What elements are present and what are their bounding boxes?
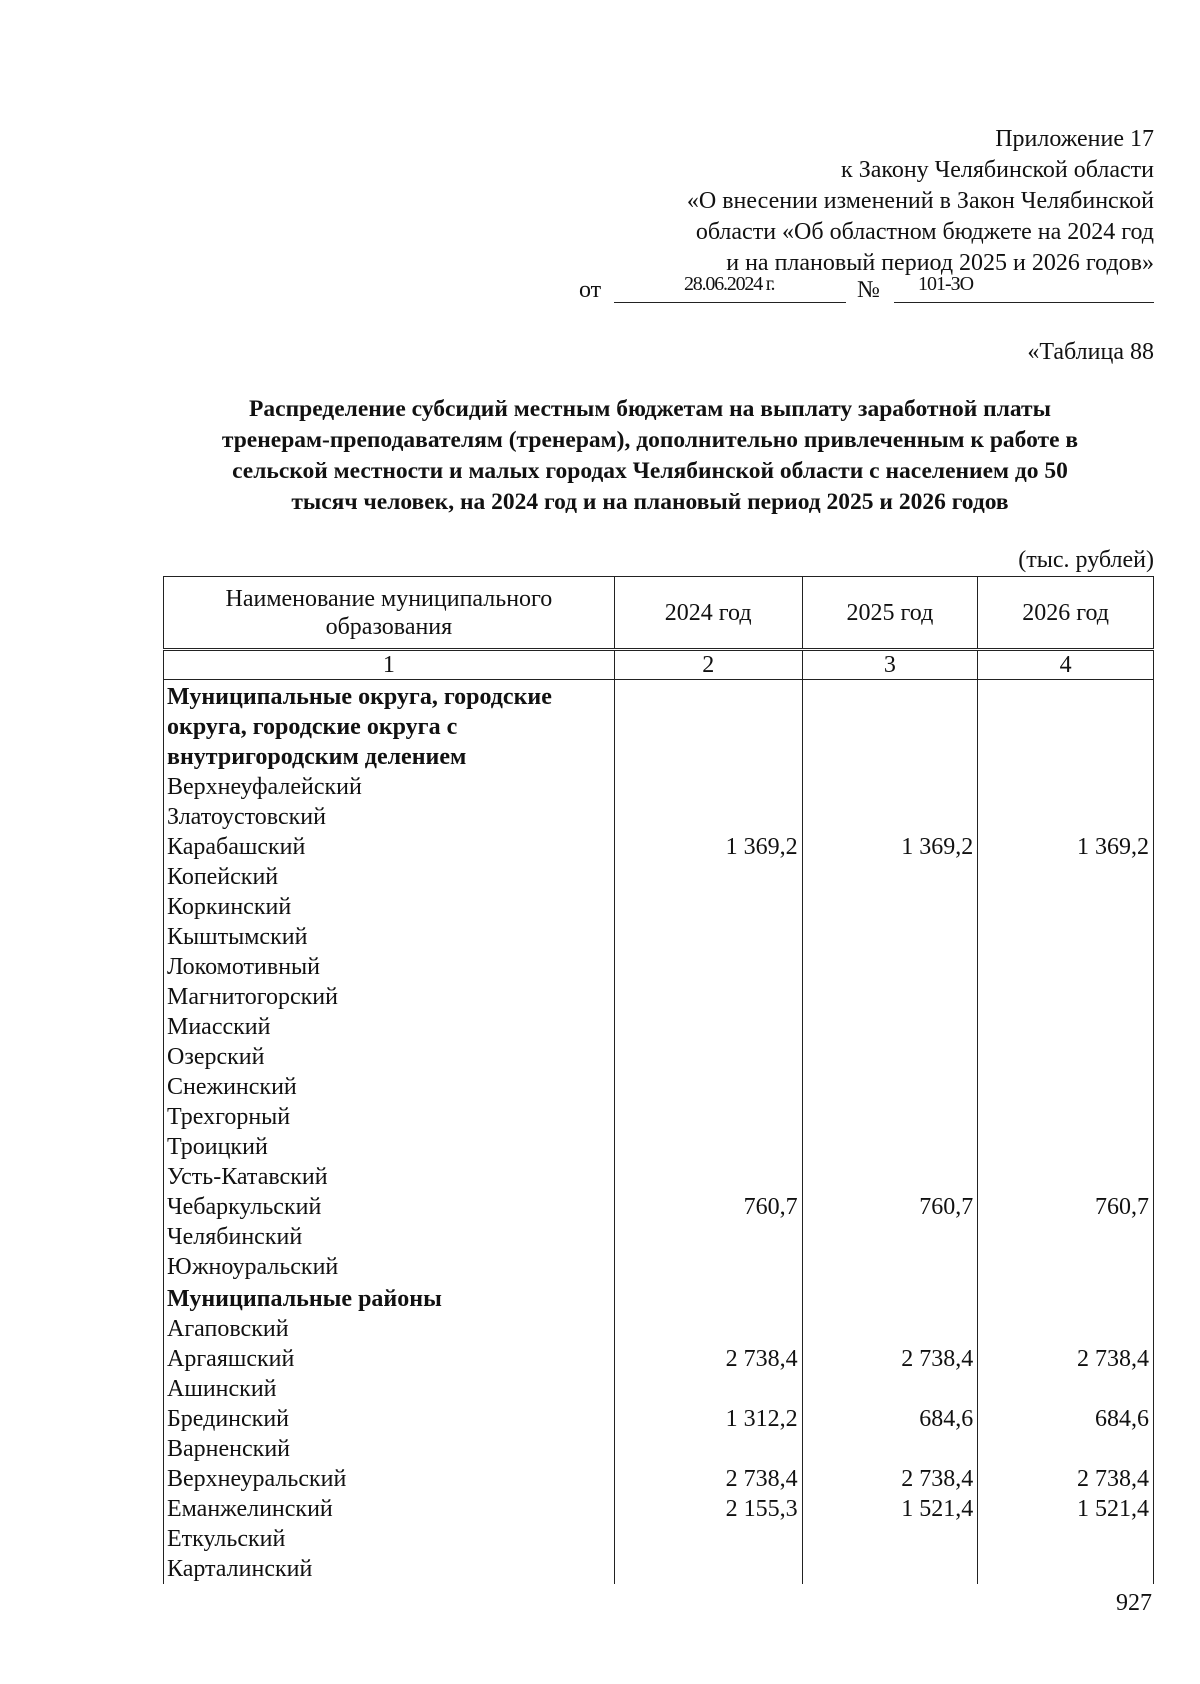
value-2026-cell — [978, 1524, 1154, 1554]
title-line: сельской местности и малых городах Челябинской области с населением до 50 — [232, 458, 1068, 484]
appendix-line: области «Об областном бюджете на 2024 год — [695, 219, 1154, 245]
municipality-cell: Верхнеуральский — [164, 1464, 615, 1494]
value-2024-cell — [614, 892, 802, 922]
header-2024: 2024 год — [614, 577, 802, 650]
value-2026-cell — [978, 1434, 1154, 1464]
municipality-cell: Ашинский — [164, 1374, 615, 1404]
date-label: от — [579, 277, 602, 303]
value-2024-cell — [614, 1072, 802, 1102]
municipality-cell: Коркинский — [164, 892, 615, 922]
table-row — [164, 1404, 1154, 1434]
table-row — [164, 802, 1154, 832]
value-2026-cell: 1 521,4 — [978, 1494, 1154, 1524]
municipality-cell: Карабашский — [164, 832, 615, 862]
table-label: «Таблица 88 — [1027, 339, 1154, 365]
table-row — [164, 1012, 1154, 1042]
document-title — [150, 394, 1150, 518]
value-2025-cell — [802, 1072, 978, 1102]
value-2026-cell — [978, 1374, 1154, 1404]
table-row — [164, 1554, 1154, 1584]
value-2026-cell — [978, 802, 1154, 832]
document-date-number-line — [514, 273, 1154, 306]
value-2025-cell — [802, 802, 978, 832]
value-2026-cell: 684,6 — [978, 1404, 1154, 1434]
municipality-cell: Миасский — [164, 1012, 615, 1042]
value-2024-cell — [614, 1162, 802, 1192]
value-2024-cell — [614, 1374, 802, 1404]
municipality-cell: Кыштымский — [164, 922, 615, 952]
value-2025-cell — [802, 772, 978, 802]
municipality-cell: Карталинский — [164, 1554, 615, 1584]
municipality-cell: Снежинский — [164, 1072, 615, 1102]
value-2024-cell — [614, 1314, 802, 1344]
page-number: 927 — [1116, 1590, 1152, 1616]
value-2026-cell: 1 369,2 — [978, 832, 1154, 862]
municipality-cell: Аргаяшский — [164, 1344, 615, 1374]
value-2026-cell — [978, 772, 1154, 802]
column-number: 4 — [978, 650, 1154, 680]
value-2026-cell — [978, 892, 1154, 922]
municipality-cell: Усть-Катавский — [164, 1162, 615, 1192]
value-2024-cell — [614, 1132, 802, 1162]
title-line: Распределение субсидий местным бюджетам на выплату заработной платы — [249, 396, 1051, 422]
value-2024-cell — [614, 1102, 802, 1132]
table-body — [164, 680, 1154, 1585]
value-2024-cell — [614, 922, 802, 952]
municipality-cell: Южноуральский — [164, 1252, 615, 1282]
municipality-cell: Троицкий — [164, 1132, 615, 1162]
value-2024-cell — [614, 680, 802, 773]
value-2025-cell — [802, 1374, 978, 1404]
value-2026-cell — [978, 1102, 1154, 1132]
value-2026-cell — [978, 1554, 1154, 1584]
value-2026-cell — [978, 1012, 1154, 1042]
table-row — [164, 1222, 1154, 1252]
value-2026-cell: 2 738,4 — [978, 1464, 1154, 1494]
municipality-cell: Челябинский — [164, 1222, 615, 1252]
table-row — [164, 862, 1154, 892]
date-value: 28.06.2024 г. — [684, 273, 775, 295]
value-2025-cell: 1 521,4 — [802, 1494, 978, 1524]
table-row — [164, 1314, 1154, 1344]
value-2025-cell — [802, 1252, 978, 1282]
table-row — [164, 1192, 1154, 1222]
table-row — [164, 1494, 1154, 1524]
table-row — [164, 772, 1154, 802]
column-number: 1 — [164, 650, 615, 680]
value-2024-cell — [614, 1042, 802, 1072]
table-row — [164, 1524, 1154, 1554]
value-2025-cell — [802, 680, 978, 773]
value-2025-cell — [802, 1132, 978, 1162]
value-2025-cell: 760,7 — [802, 1192, 978, 1222]
value-2026-cell: 2 738,4 — [978, 1344, 1154, 1374]
municipality-cell: Озерский — [164, 1042, 615, 1072]
value-2024-cell — [614, 1282, 802, 1314]
table-row — [164, 1162, 1154, 1192]
number-label: № — [857, 277, 880, 303]
value-2026-cell: 760,7 — [978, 1192, 1154, 1222]
value-2025-cell: 684,6 — [802, 1404, 978, 1434]
value-2025-cell — [802, 982, 978, 1012]
municipality-cell: Чебаркульский — [164, 1192, 615, 1222]
table-row — [164, 1102, 1154, 1132]
table-row — [164, 1042, 1154, 1072]
column-number: 2 — [614, 650, 802, 680]
value-2025-cell — [802, 862, 978, 892]
municipality-cell: Копейский — [164, 862, 615, 892]
value-2025-cell — [802, 1102, 978, 1132]
municipality-cell: Трехгорный — [164, 1102, 615, 1132]
value-2024-cell — [614, 772, 802, 802]
subsidy-table — [163, 576, 1154, 1584]
value-2025-cell — [802, 1162, 978, 1192]
value-2025-cell: 2 738,4 — [802, 1464, 978, 1494]
header-2025: 2025 год — [802, 577, 978, 650]
value-2024-cell: 2 155,3 — [614, 1494, 802, 1524]
column-number-row — [164, 650, 1154, 680]
value-2024-cell — [614, 1252, 802, 1282]
table-row — [164, 982, 1154, 1012]
value-2024-cell: 1 369,2 — [614, 832, 802, 862]
value-2025-cell — [802, 1042, 978, 1072]
value-2025-cell — [802, 922, 978, 952]
value-2026-cell — [978, 1252, 1154, 1282]
table-row — [164, 952, 1154, 982]
table-group-row — [164, 680, 1154, 773]
value-2024-cell — [614, 982, 802, 1012]
value-2026-cell — [978, 1162, 1154, 1192]
value-2024-cell — [614, 1012, 802, 1042]
number-field — [894, 273, 1154, 303]
municipality-cell: Еткульский — [164, 1524, 615, 1554]
municipality-cell: Брединский — [164, 1404, 615, 1434]
value-2024-cell — [614, 1524, 802, 1554]
value-2025-cell: 1 369,2 — [802, 832, 978, 862]
municipality-cell: Златоустовский — [164, 802, 615, 832]
date-field — [614, 273, 846, 303]
table-row — [164, 892, 1154, 922]
municipality-cell: Агаповский — [164, 1314, 615, 1344]
value-2026-cell — [978, 1132, 1154, 1162]
value-2024-cell — [614, 1222, 802, 1252]
value-2025-cell — [802, 1554, 978, 1584]
municipality-cell: Локомотивный — [164, 952, 615, 982]
municipality-cell: Верхнеуфалейский — [164, 772, 615, 802]
number-value: 101-ЗО — [918, 273, 974, 295]
table-row — [164, 832, 1154, 862]
value-2024-cell: 1 312,2 — [614, 1404, 802, 1434]
table-row — [164, 1344, 1154, 1374]
value-2026-cell — [978, 1042, 1154, 1072]
value-2024-cell — [614, 802, 802, 832]
table-row — [164, 1464, 1154, 1494]
value-2024-cell — [614, 862, 802, 892]
municipality-cell: Муниципальные районы — [164, 1282, 615, 1314]
header-row — [164, 577, 1154, 650]
value-2025-cell — [802, 1222, 978, 1252]
value-2026-cell — [978, 1072, 1154, 1102]
value-2025-cell — [802, 1524, 978, 1554]
header-2026: 2026 год — [978, 577, 1154, 650]
appendix-line: к Закону Челябинской области — [841, 157, 1154, 183]
table-row — [164, 1252, 1154, 1282]
value-2026-cell — [978, 1314, 1154, 1344]
value-2026-cell — [978, 680, 1154, 773]
value-2025-cell — [802, 1434, 978, 1464]
title-line: тысяч человек, на 2024 год и на плановый период 2025 и 2026 годов — [291, 489, 1009, 515]
value-2026-cell — [978, 952, 1154, 982]
value-2025-cell — [802, 1012, 978, 1042]
value-2024-cell: 2 738,4 — [614, 1344, 802, 1374]
table-row — [164, 1072, 1154, 1102]
units-label: (тыс. рублей) — [1018, 547, 1154, 573]
value-2026-cell — [978, 982, 1154, 1012]
value-2025-cell — [802, 892, 978, 922]
table-header — [164, 577, 1154, 650]
value-2026-cell — [978, 862, 1154, 892]
municipality-cell: Варненский — [164, 1434, 615, 1464]
value-2024-cell — [614, 952, 802, 982]
municipality-cell: Еманжелинский — [164, 1494, 615, 1524]
value-2024-cell — [614, 1434, 802, 1464]
value-2024-cell — [614, 1554, 802, 1584]
appendix-line: «О внесении изменений в Закон Челябинской — [686, 188, 1154, 214]
title-line: тренерам-преподавателям (тренерам), дополнительно привлеченным к работе в — [221, 427, 1079, 453]
municipality-cell: Муниципальные округа, городские округа, городские округа с внутригородским делением — [164, 680, 615, 773]
value-2025-cell — [802, 1282, 978, 1314]
appendix-header — [514, 124, 1154, 279]
table-row — [164, 1132, 1154, 1162]
value-2026-cell — [978, 922, 1154, 952]
value-2025-cell: 2 738,4 — [802, 1344, 978, 1374]
value-2024-cell: 2 738,4 — [614, 1464, 802, 1494]
value-2025-cell — [802, 952, 978, 982]
table-group-row — [164, 1282, 1154, 1314]
value-2026-cell — [978, 1282, 1154, 1314]
table-row — [164, 1434, 1154, 1464]
value-2025-cell — [802, 1314, 978, 1344]
value-2024-cell: 760,7 — [614, 1192, 802, 1222]
table-row — [164, 922, 1154, 952]
municipality-cell: Магнитогорский — [164, 982, 615, 1012]
column-number: 3 — [802, 650, 978, 680]
appendix-line: Приложение 17 — [995, 126, 1154, 152]
table-row — [164, 1374, 1154, 1404]
appendix-line: и на плановый период 2025 и 2026 годов» — [726, 250, 1154, 276]
column-number-row-group — [164, 650, 1154, 680]
header-municipality: Наименование муниципального образования — [164, 577, 615, 650]
value-2026-cell — [978, 1222, 1154, 1252]
